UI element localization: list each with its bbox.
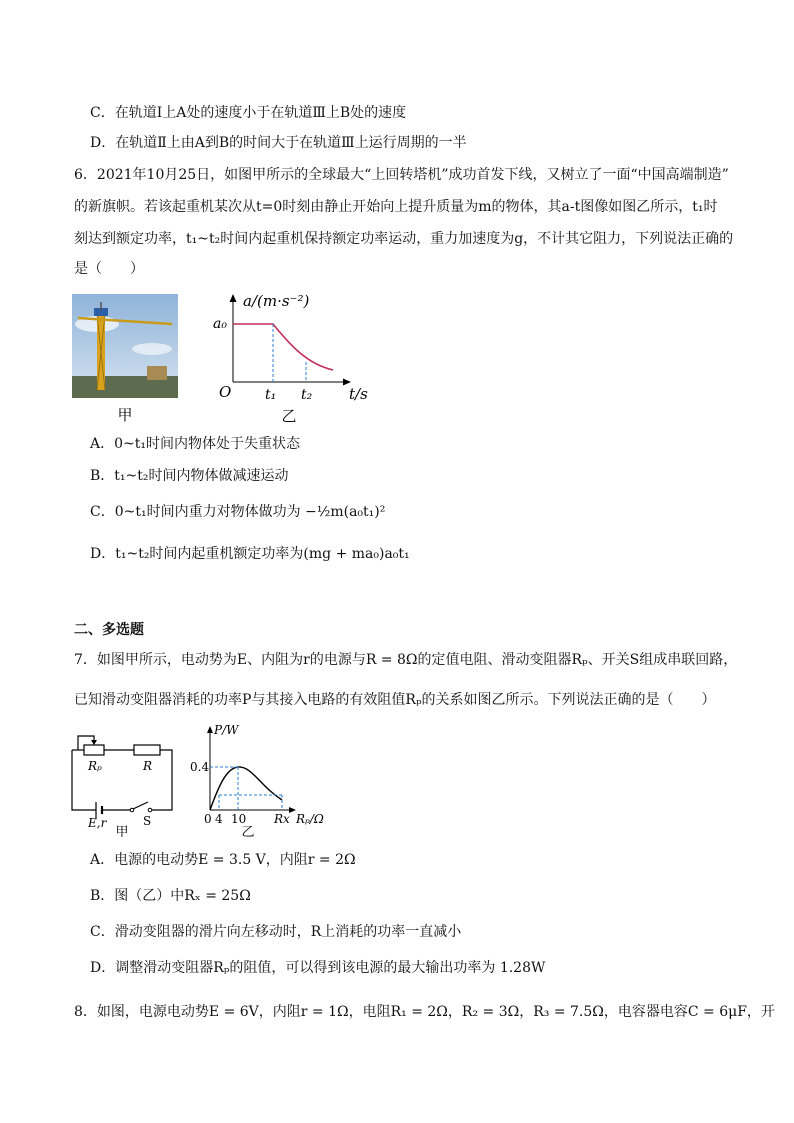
q5-option-c: C．在轨道Ⅰ上A处的速度小于在轨道Ⅲ上B处的速度 (90, 105, 407, 121)
q7-label-rp: Rₚ (88, 759, 102, 773)
q6-option-b: B．t₁~t₂时间内物体做减速运动 (90, 468, 289, 484)
q6-origin-label: O (219, 383, 232, 401)
wire-right (150, 750, 172, 810)
x-axis-arrow-icon (289, 807, 296, 813)
q7-origin-label: 0 (204, 812, 212, 826)
q7-y-axis-label: P/W (214, 723, 239, 737)
q7-x-axis-label: Rₚ/Ω (296, 812, 324, 826)
q6-photo-caption: 甲 (117, 406, 133, 424)
q6-option-a: A．0~t₁时间内物体处于失重状态 (90, 436, 300, 452)
q8-stem-line1: 8．如图，电源电动势E = 6V，内阻r = 1Ω，电阻R₁ = 2Ω，R₂ = 3Ω，R₃ = 7.5Ω，电容器电容C = 6μF，开 (74, 1004, 775, 1020)
q7-stem-line2: 已知滑动变阻器消耗的功率P与其接入电路的有效阻值Rₚ的关系如图乙所示。下列说法正确的是（ ） (74, 692, 716, 708)
photo-building (147, 366, 167, 380)
q6-option-d: D．t₁~t₂时间内起重机额定功率为(mg + ma₀)a₀t₁ (90, 546, 410, 562)
q6-x-axis-label: t/s (349, 385, 368, 403)
rheostat-rp (84, 745, 104, 755)
q7-option-c: C．滑动变阻器的滑片向左移动时，R上消耗的功率一直减小 (90, 924, 462, 940)
y-axis-arrow-icon (230, 294, 237, 302)
q6-x-tick-t2: t₂ (301, 387, 313, 403)
q7-x-tick-4: 4 (215, 812, 223, 826)
y-axis-arrow-icon (207, 726, 213, 733)
power-curve (210, 767, 282, 810)
q7-label-er: E,r (88, 816, 107, 830)
q6-stem-line2: 的新旗帜。若该起重机某次从t=0时刻由静止开始向上提升质量为m的物体，其a-t图像如图乙所示，t₁时 (74, 199, 718, 215)
q6-y-axis-label: a/(m·s⁻²) (243, 292, 310, 310)
acceleration-curve (233, 324, 333, 370)
q7-option-b: B．图（乙）中Rₓ = 25Ω (90, 888, 251, 904)
q6-y-tick-a0: a₀ (213, 316, 227, 332)
q6-option-c: C．0~t₁时间内重力对物体做功为 −½m(a₀t₁)² (90, 504, 386, 520)
q7-option-d: D．调整滑动变阻器Rₚ的阻值，可以得到该电源的最大输出功率为 1.28W (90, 960, 546, 976)
q6-x-tick-t1: t₁ (265, 387, 277, 403)
q7-x-tick-rx: Rx (274, 812, 290, 826)
q7-label-s: S (143, 814, 152, 828)
q6-crane-photo-figure (72, 294, 178, 426)
slider-arrow-icon (91, 740, 97, 745)
q6-stem-line3: 刻达到额定功率，t₁~t₂时间内起重机保持额定功率运动，重力加速度为g，不计其它阻力，下列说法正确的 (74, 231, 734, 247)
switch-s (133, 802, 148, 809)
q7-circuit-diagram (66, 728, 182, 842)
q6-stem-line1: 6．2021年10月25日，如图甲所示的全球最大“上回转塔机”成功首发下线，又树立了一面“中国高端制造” (74, 167, 729, 183)
q6-graph-caption: 乙 (281, 407, 297, 425)
q7-power-graph (188, 718, 328, 840)
q7-stem-line1: 7．如图甲所示，电动势为E、内阻为r的电源与R = 8Ω的定值电阻、滑动变阻器Rₚ、开关S组成串联回路， (74, 652, 738, 668)
switch-contact (148, 808, 152, 812)
q6-stem-line4: 是（ ） (74, 261, 144, 277)
section-heading-multi-choice: 二、多选题 (74, 622, 144, 638)
q6-at-graph (205, 290, 385, 430)
q7-graph-caption: 乙 (241, 825, 255, 840)
q7-x-tick-10: 10 (231, 812, 247, 826)
resistor-r (134, 745, 160, 755)
q7-label-r: R (143, 759, 153, 773)
q7-circuit-caption: 甲 (115, 825, 129, 840)
photo-cloud (132, 343, 172, 355)
q7-option-a: A．电源的电动势E = 3.5 V，内阻r = 2Ω (90, 852, 356, 868)
q5-option-d: D．在轨道Ⅱ上由A到B的时间大于在轨道Ⅲ上运行周期的一半 (90, 135, 467, 151)
q7-y-tick: 0.4 (190, 760, 210, 774)
